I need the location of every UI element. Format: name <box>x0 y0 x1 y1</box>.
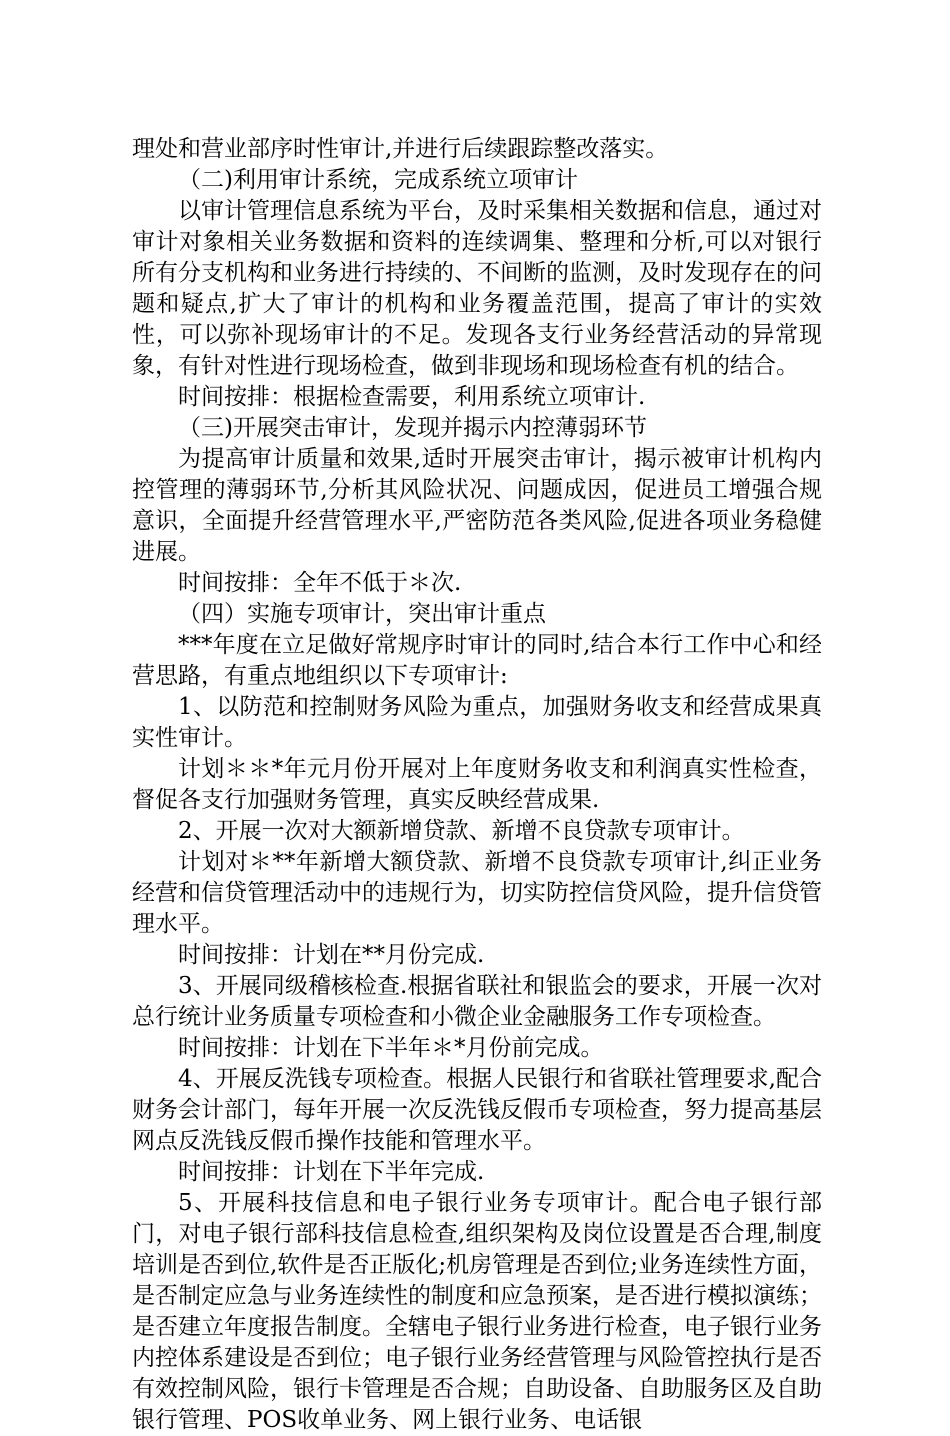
list-item-3: 3、开展同级稽核检查.根据省联社和银监会的要求，开展一次对总行统计业务质量专项检查和小微企业金融服务工作专项检查。 <box>132 973 822 1030</box>
list-item-5: 5、开展科技信息和电子银行业务专项审计。配合电子银行部门，对电子银行部科技信息检查,组织架构及岗位设置是否合理,制度培训是否到位,软件是否正版化;机房管理是否到位;业务连续性方面，是否制定应急与业务连续性的制度和应急预案，是否进行模拟演练；是否建立年度报告制度。全辖电子银行业务进行检查，电子银行业务内控体系建设是否到位；电子银行业务经营管理与风险管控执行是否有效控制风险，银行卡管理是否合规；自助设备、自助服务区及自助银行管理、POS收单业务、网上银行业务、电话银 <box>132 1190 822 1433</box>
paragraph-audit-system: 以审计管理信息系统为平台，及时采集相关数据和信息，通过对审计对象相关业务数据和资料的连续调集、整理和分析,可以对银行所有分支机构和业务进行持续的、不间断的监测，及时发现存在的问题和疑点,扩大了审计的机构和业务覆盖范围，提高了审计的实效性，可以弥补现场审计的不足。发现各支行业务经营活动的异常现象，有针对性进行现场检查，做到非现场和现场检查有机的结合。 <box>132 198 822 379</box>
paragraph-schedule-3: 时间按排：计划在**月份完成. <box>178 942 485 968</box>
list-item-4: 4、开展反洗钱专项检查。根据人民银行和省联社管理要求,配合财务会计部门，每年开展一次反洗钱反假币专项检查，努力提高基层网点反洗钱反假币操作技能和管理水平。 <box>132 1066 822 1154</box>
paragraph-schedule-4: 时间按排：计划在下半年＊*月份前完成。 <box>178 1035 604 1061</box>
paragraph-schedule-1: 时间按排：根据检查需要，利用系统立项审计. <box>178 384 646 410</box>
paragraph-plan-1: 计划＊＊*年元月份开展对上年度财务收支和利润真实性检查，督促各支行加强财务管理，真实反映经营成果. <box>132 756 822 813</box>
document-body <box>132 134 822 1436</box>
paragraph-plan-2: 计划对＊**年新增大额贷款、新增不良贷款专项审计,纠正业务经营和信贷管理活动中的违规行为，切实防控信贷风险，提升信贷管理水平。 <box>132 849 822 937</box>
section-heading-2: （二)利用审计系统，完成系统立项审计 <box>178 167 578 193</box>
section-heading-4: （四）实施专项审计，突出审计重点 <box>178 601 546 627</box>
list-item-2: 2、开展一次对大额新增贷款、新增不良贷款专项审计。 <box>178 818 745 844</box>
paragraph-continuation: 理处和营业部序时性审计,并进行后续跟踪整改落实。 <box>132 136 669 162</box>
paragraph-schedule-2: 时间按排：全年不低于＊次. <box>178 570 462 596</box>
paragraph-surprise-audit: 为提高审计质量和效果,适时开展突击审计，揭示被审计机构内控管理的薄弱环节,分析其风险状况、问题成因，促进员工增强合规意识，全面提升经营管理水平,严密防范各类风险,促进各项业务稳健进展。 <box>132 446 822 565</box>
section-heading-3: （三)开展突击审计，发现并揭示内控薄弱环节 <box>178 415 647 441</box>
list-item-1: 1、以防范和控制财务风险为重点，加强财务收支和经营成果真实性审计。 <box>132 694 822 751</box>
paragraph-special-audit-intro: ***年度在立足做好常规序时审计的同时,结合本行工作中心和经营思路，有重点地组织以下专项审计: <box>132 632 822 689</box>
paragraph-schedule-5: 时间按排：计划在下半年完成. <box>178 1159 485 1185</box>
